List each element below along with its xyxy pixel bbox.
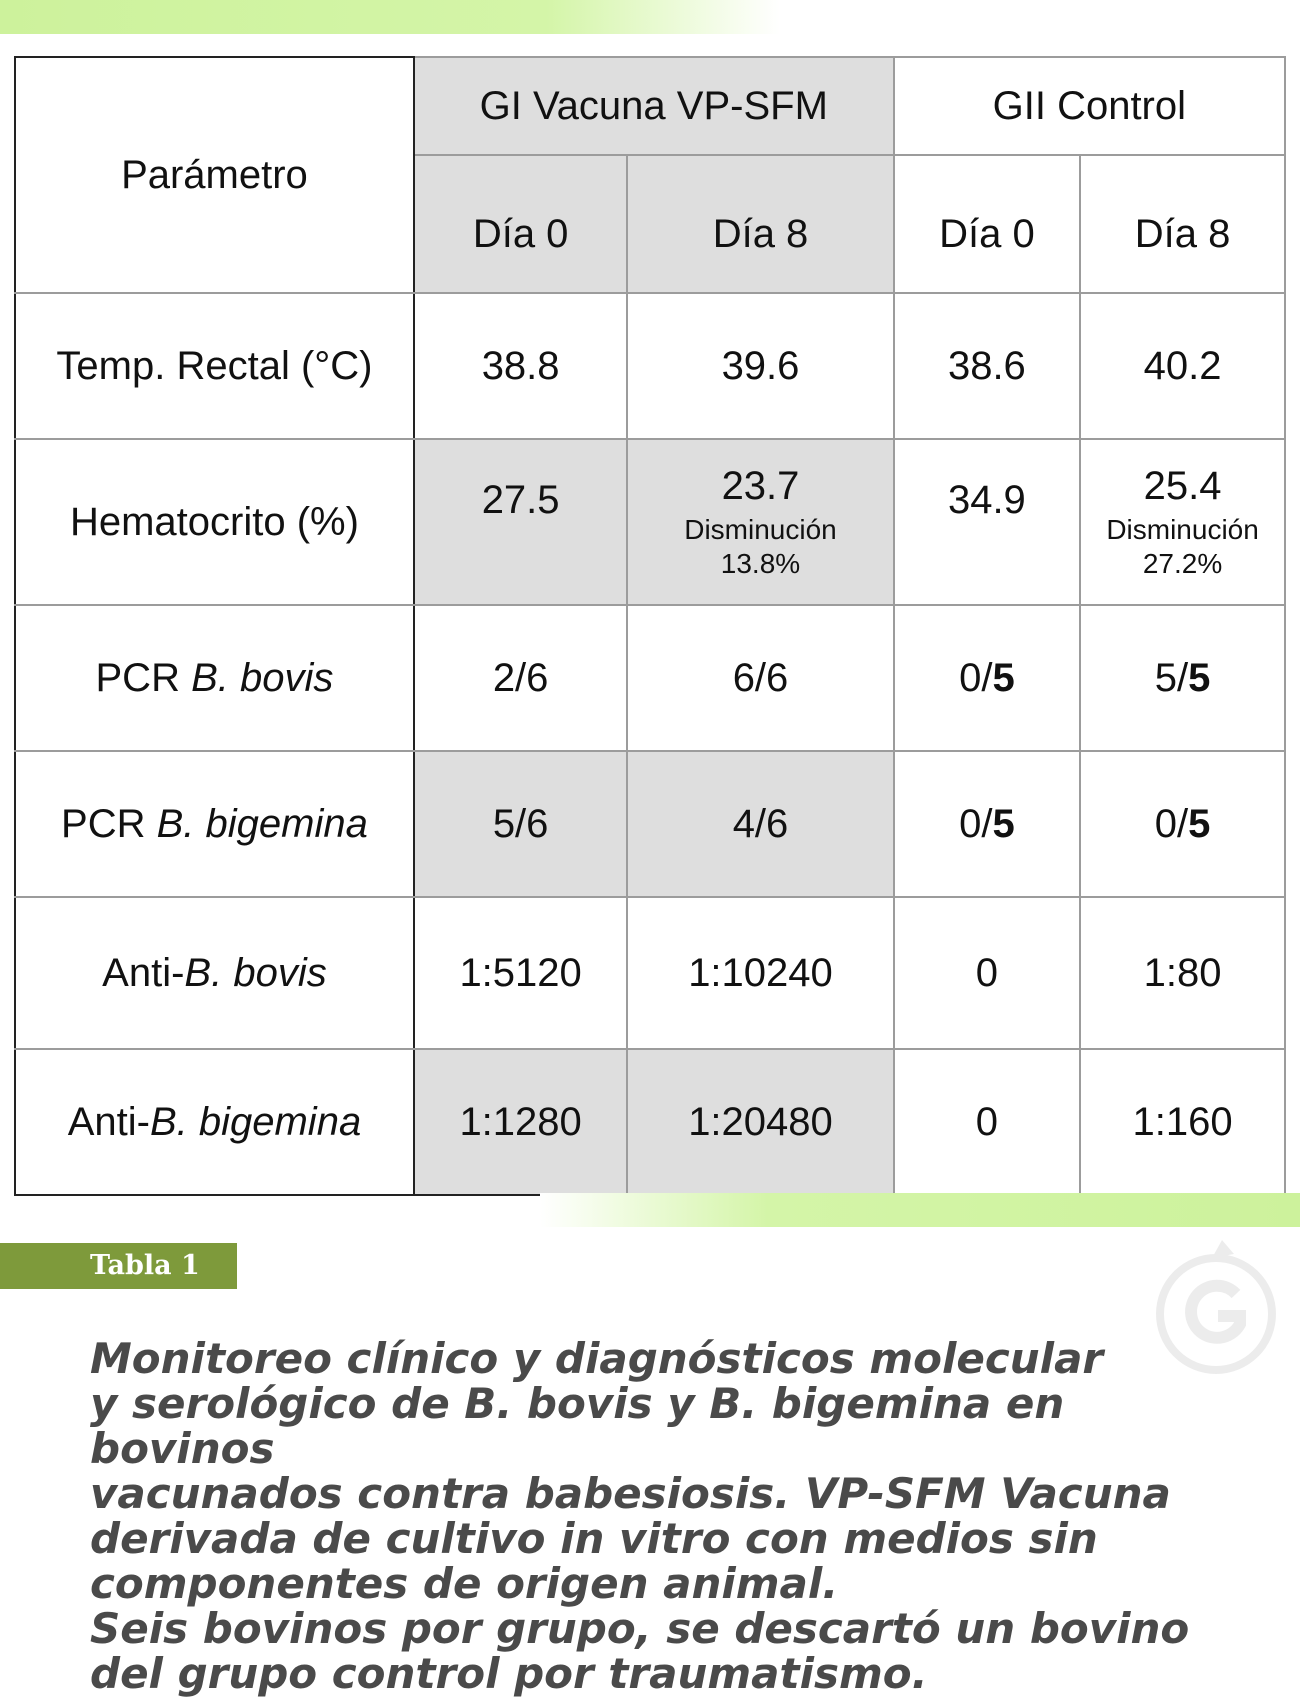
cell-anti-bigemina-g2d8: 1:160 — [1080, 1049, 1285, 1195]
top-accent-bar — [0, 0, 780, 34]
cell-pcr-bigemina-g2d0: 0/5 — [894, 751, 1081, 897]
table-header-row-groups — [15, 57, 1285, 155]
caption-line: vacunados contra babesiosis. VP-SFM Vacuna — [90, 1469, 1171, 1518]
cell-pcr-bovis-g1d0: 2/6 — [414, 605, 627, 751]
cell-anti-bovis-g2d8: 1:80 — [1080, 897, 1285, 1049]
header-g2-day8: Día 8 — [1080, 155, 1285, 293]
table-label: Tabla 1 — [0, 1243, 237, 1289]
table-caption — [90, 1336, 1220, 1696]
caption-line: del grupo control por traumatismo. — [90, 1649, 928, 1698]
cell-anti-bovis-g2d0: 0 — [894, 897, 1081, 1049]
cell-hemat-g2d8: 25.4 Disminución 27.2% — [1080, 439, 1285, 605]
header-g1-day8: Día 8 — [627, 155, 893, 293]
caption-line: componentes de origen animal. — [90, 1559, 839, 1608]
table-row-anti-bovis — [15, 897, 1285, 1049]
header-group-control: GII Control — [894, 57, 1285, 155]
cell-anti-bovis-g1d8: 1:10240 — [627, 897, 893, 1049]
results-table — [14, 56, 1286, 1196]
cell-pcr-bigemina-g2d8: 0/5 — [1080, 751, 1285, 897]
header-group-vaccine: GI Vacuna VP-SFM — [414, 57, 894, 155]
cell-anti-bigemina-g1d8: 1:20480 — [627, 1049, 893, 1195]
row-label-pcr-bigemina: PCR B. bigemina — [15, 751, 414, 897]
cell-anti-bigemina-g2d0: 0 — [894, 1049, 1081, 1195]
header-g2-day0: Día 0 — [894, 155, 1081, 293]
row-label-anti-bovis: Anti-B. bovis — [15, 897, 414, 1049]
cell-anti-bovis-g1d0: 1:5120 — [414, 897, 627, 1049]
cell-pcr-bovis-g2d0: 0/5 — [894, 605, 1081, 751]
header-g1-day0: Día 0 — [414, 155, 627, 293]
header-parameter: Parámetro — [15, 57, 414, 293]
cell-pcr-bovis-g1d8: 6/6 — [627, 605, 893, 751]
cell-temp-g1d8: 39.6 — [627, 293, 893, 439]
cell-pcr-bigemina-g1d0: 5/6 — [414, 751, 627, 897]
row-label-pcr-bovis: PCR B. bovis — [15, 605, 414, 751]
cell-hemat-g1d8: 23.7 Disminución 13.8% — [627, 439, 893, 605]
table-row-anti-bigemina — [15, 1049, 1285, 1195]
cell-temp-g1d0: 38.8 — [414, 293, 627, 439]
cell-temp-g2d8: 40.2 — [1080, 293, 1285, 439]
caption-line: Monitoreo clínico y diagnósticos molecular — [90, 1334, 1104, 1383]
cell-hemat-g1d0: 27.5 — [414, 439, 627, 605]
caption-line: Seis bovinos por grupo, se descartó un bovino — [90, 1604, 1190, 1653]
table-row-pcr-bigemina — [15, 751, 1285, 897]
cell-hemat-g2d0: 34.9 — [894, 439, 1081, 605]
cell-anti-bigemina-g1d0: 1:1280 — [414, 1049, 627, 1195]
table-row-hematocrit — [15, 439, 1285, 605]
cell-temp-g2d0: 38.6 — [894, 293, 1081, 439]
caption-line: y serológico de B. bovis y B. bigemina en bovinos — [90, 1379, 1065, 1473]
row-label-hematocrit: Hematocrito (%) — [15, 439, 414, 605]
hemat-g1d8-note: Disminución 13.8% — [684, 513, 837, 579]
cell-pcr-bigemina-g1d8: 4/6 — [627, 751, 893, 897]
caption-line: derivada de cultivo in vitro con medios sin — [90, 1514, 1098, 1563]
hemat-g2d8-note: Disminución 27.2% — [1106, 513, 1259, 579]
row-label-temp: Temp. Rectal (°C) — [15, 293, 414, 439]
table-row-pcr-bovis — [15, 605, 1285, 751]
cell-pcr-bovis-g2d8: 5/5 — [1080, 605, 1285, 751]
table-row-temp — [15, 293, 1285, 439]
middle-accent-bar — [540, 1193, 1300, 1227]
row-label-anti-bigemina: Anti-B. bigemina — [15, 1049, 414, 1195]
